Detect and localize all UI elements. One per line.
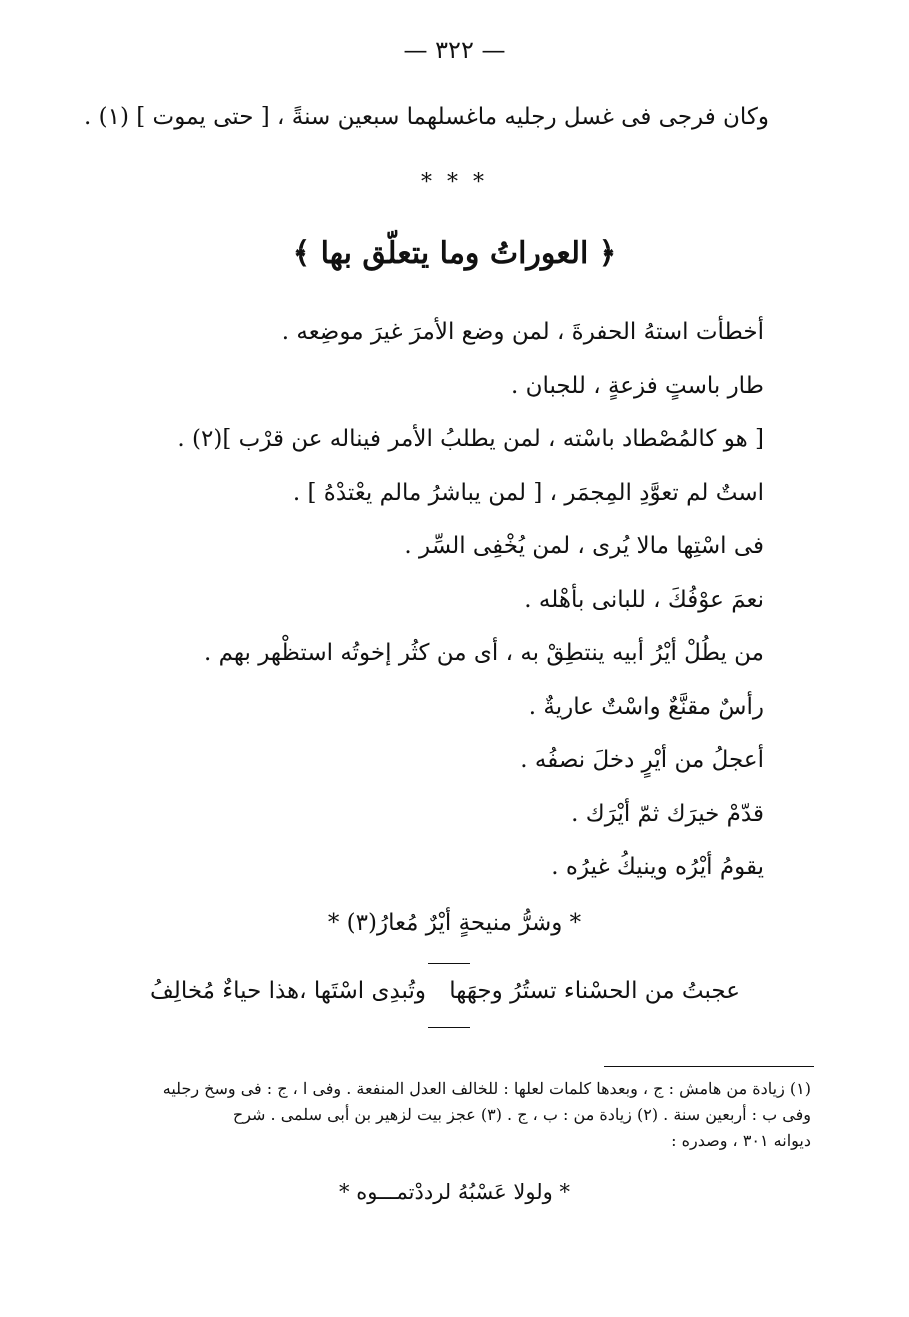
proverb-item: قدّمْ خيرَك ثمّ أيْرَك . [571,800,764,827]
verse-second-hemistich: وتُبدِى اسْتَها ،هذا حياءٌ مُخالِفُ [150,978,426,1004]
poem-verse [150,978,740,1018]
proverb-item: نعمَ عوْفُكَ ، للبانى بأهْله . [524,586,764,613]
footnote-line: ديوانه ٣٠١ ، وصدره : [671,1131,811,1150]
footnote-line: (١) زيادة من هامش : ج ، وبعدها كلمات لعلها : للخالف العدل المنفعة . وفى ا ، ج : فى وسخ رجليه [162,1079,811,1098]
proverb-item: [ هو كالمُصْطاد باسْته ، لمن يطلبُ الأمر فيناله عن قرْب ](٢) . [177,426,764,452]
proverb-item: من يطُلْ أيْرُ أبيه ينتطِقْ به ، أى من كثُر إخوتُه استظْهر بهم . [204,640,764,666]
verse-first-hemistich: عجبتُ من الحسْناء تستُرُ وجهَها [449,978,740,1004]
proverb-item: أخطأت استهُ الحفرةَ ، لمن وضع الأمرَ غيرَ موضِعه . [281,319,764,345]
footnote-line: وفى ب : أربعين سنة . (٢) زيادة من : ب ، ج . (٣) عجز بيت لزهير بن أبى سلمى . شرح [232,1105,811,1124]
intro-line: وكان فرجى فى غسل رجليه ماغسلهما سبعين سنةً ، [ حتى يموت ] (١) . [84,104,769,130]
footnote-divider [604,1066,814,1067]
proverb-item: رأسٌ مقنَّعٌ واسْتٌ عاريةٌ . [528,693,764,720]
proverb-item: فى اسْتِها مالا يُرى ، لمن يُخْفِى السِّر . [404,533,764,559]
proverb-list [124,312,764,901]
proverb-item: يقومُ أيْرُه وينيكُ غيرُه . [551,854,764,880]
verse-divider-top [428,963,470,964]
section-title: ﴿ العوراتُ وما يتعلّق بها ﴾ [292,236,617,271]
verse-header: * وشرُّ منيحةٍ أيْرٌ مُعارُ(٣) * [327,910,582,936]
page-number: — ٣٢٢ — [403,36,506,64]
section-separator: * * * [421,170,488,195]
proverb-item: أعجلُ من أيْرٍ دخلَ نصفُه . [520,747,764,773]
proverb-item: طار باستٍ فزعةٍ ، للجبان . [510,372,764,399]
verse-divider-bottom [428,1027,470,1028]
footnotes [91,1076,811,1154]
footnote-verse: * ولولا عَسْبُهُ لرددْتمـــوه * [339,1180,570,1204]
proverb-item: استٌ لم تعوَّدِ المِجمَر ، [ لمن يباشرُ مالم يعْتدْهُ ] . [292,479,764,506]
